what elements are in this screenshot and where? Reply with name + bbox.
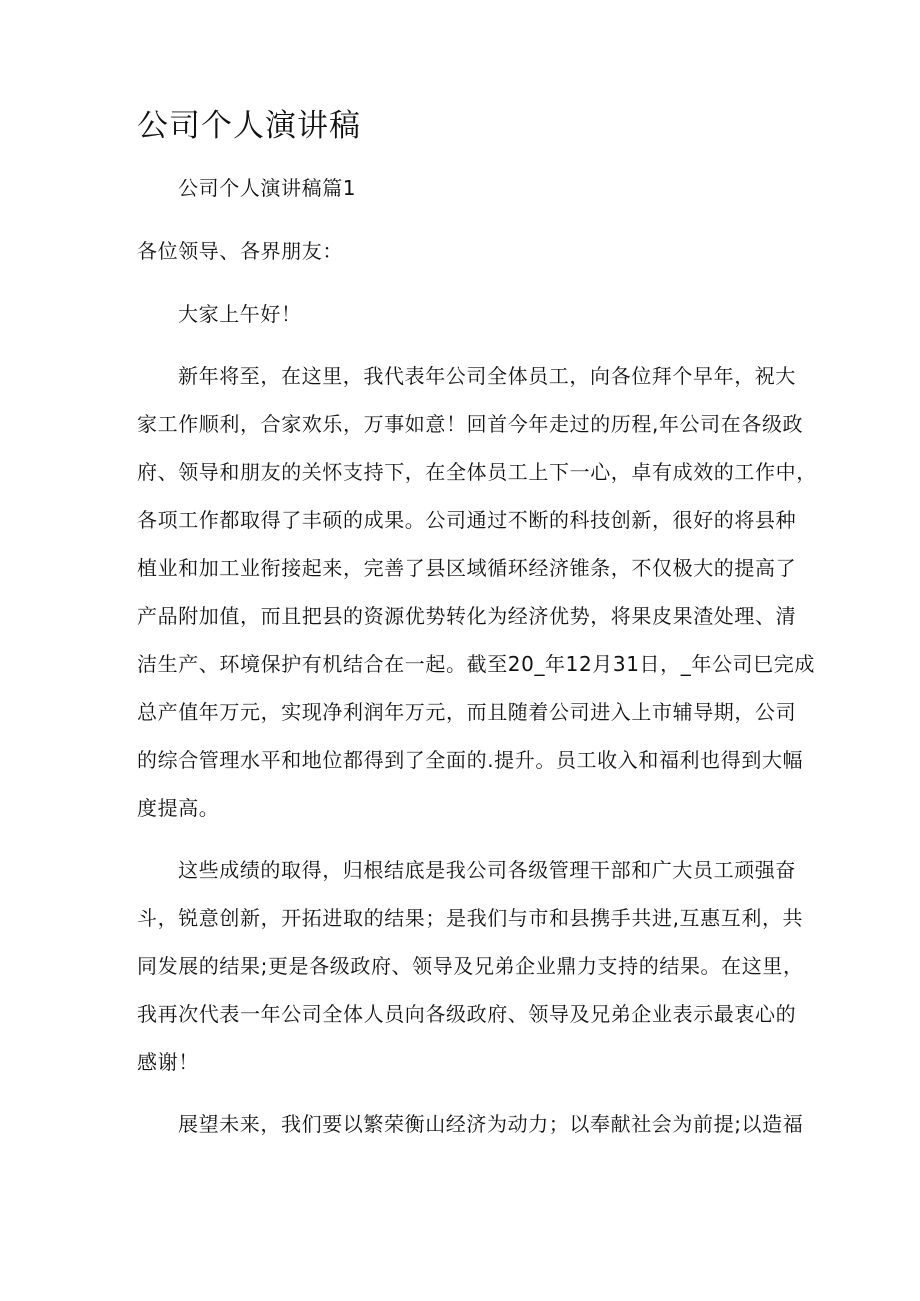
paragraph-line: 府、领导和朋友的关怀支持下，在全体员工上下一心，卓有成效的工作中， — [137, 460, 817, 484]
paragraph-line: 产品附加值，而且把县的资源优势转化为经济优势，将果皮果渣处理、清 — [137, 604, 797, 628]
paragraph-line: 各项工作都取得了丰硕的成果。公司通过不断的科技创新，很好的将县种 — [137, 508, 797, 532]
paragraph-line: 的综合管理水平和地位都得到了全面的.提升。员工收入和福利也得到大幅 — [137, 748, 804, 772]
salutation-block — [137, 227, 784, 275]
paragraph-line: 斗，锐意创新，开拓进取的结果；是我们与市和县携手共进,互惠互利，共 — [137, 906, 804, 930]
paragraph-line: 洁生产、环境保护有机结合在一起。截至20_年12月31日，_年公司巳完成 — [137, 652, 815, 676]
paragraph-line: 家工作顺利，合家欢乐，万事如意！回首今年走过的历程,年公司在各级政 — [137, 412, 804, 436]
section-title-block — [137, 164, 784, 212]
paragraph-line: 总产值年万元，实现净利润年万元，而且随着公司进入上市辅导期，公司 — [137, 700, 797, 724]
greeting-block — [137, 290, 784, 338]
paragraph-line: 感谢！ — [137, 1050, 199, 1074]
section-title: 公司个人演讲稿篇1 — [178, 176, 357, 200]
paragraph-1 — [137, 352, 817, 832]
greeting: 大家上午好！ — [178, 302, 302, 326]
document-title: 公司个人演讲稿 — [137, 108, 361, 144]
paragraph-line: 同发展的结果;更是各级政府、领导及兄弟企业鼎力支持的结果。在这里， — [137, 954, 804, 978]
paragraph-line: 植业和加工业衔接起来，完善了县区域循环经济锥条，不仅极大的提高了 — [137, 556, 797, 580]
paragraph-line: 这些成绩的取得，归根结底是我公司各级管理干部和广大员工顽强奋 — [178, 858, 796, 882]
salutation: 各位领导、各界朋友： — [137, 239, 343, 263]
paragraph-line: 展望未来，我们要以繁荣衡山经济为动力；以奉献社会为前提;以造福 — [178, 1112, 804, 1136]
paragraph-3 — [137, 1100, 804, 1148]
paragraph-line: 度提高。 — [137, 796, 220, 820]
paragraph-line: 我再次代表一年公司全体人员向各级政府、领导及兄弟企业表示最衷心的 — [137, 1002, 797, 1026]
paragraph-2 — [137, 846, 804, 1086]
paragraph-line: 新年将至，在这里，我代表年公司全体员工，向各位拜个早年，祝大 — [178, 364, 796, 388]
